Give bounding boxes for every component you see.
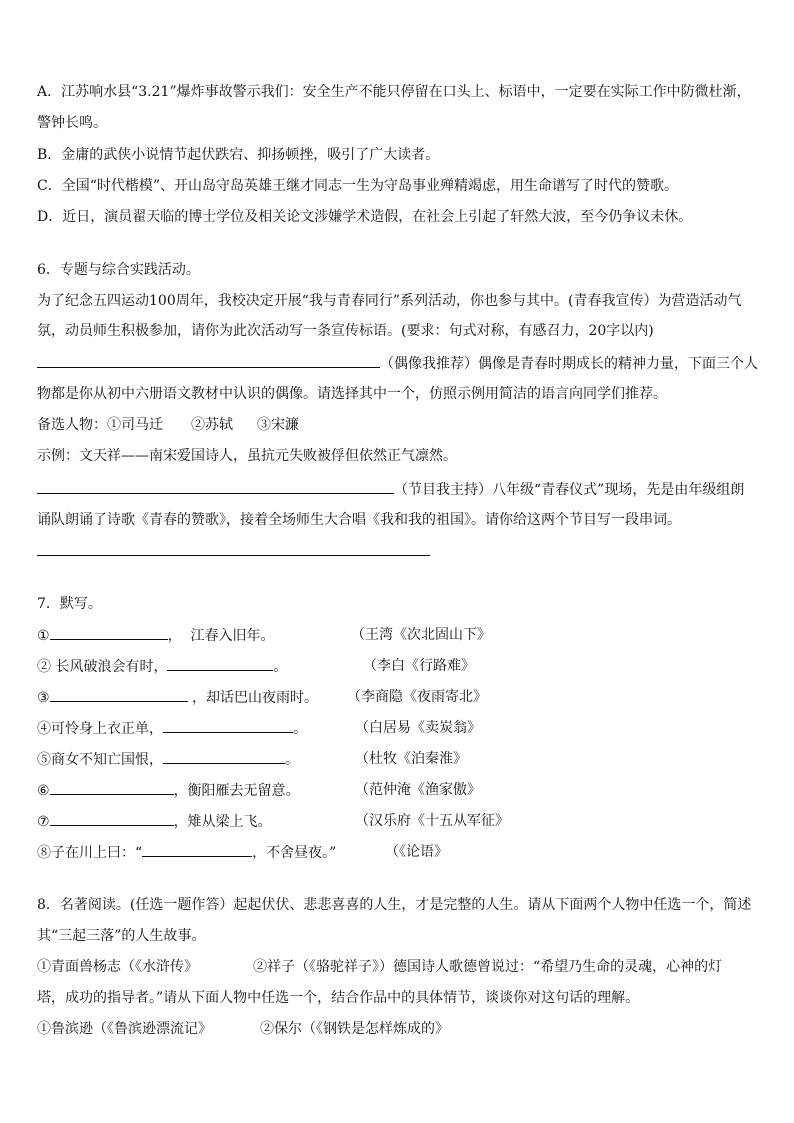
q6-candidates: [37, 415, 299, 435]
q8-line3: [37, 957, 722, 977]
q6-intro-line1: 为了纪念五四运动100周年，我校决定开展“我与青春同行”系列活动，你也参与其中。(青春我宣传）为营造活动气: [37, 293, 742, 309]
recite-item: ⑥ ，衡阳雁去无留意。: [37, 780, 300, 800]
recite-source: （范仲淹《渔家傲》: [355, 782, 481, 798]
q6-answer-line: [37, 541, 430, 561]
q6-example: 示例：文天祥——南宋爱国诗人，虽抗元失败被俘但依然正气凛然。: [37, 448, 457, 464]
q8-line4: 塔，成功的指导者。”请从下面人物中任选一个，结合作品中的具体情节，谈谈你对这句话的理解。: [37, 990, 640, 1006]
option-a-line2: 警钟长鸣。: [37, 115, 107, 131]
q8-line5: [37, 1019, 449, 1039]
q6-intro-line2: 氛，动员师生积极参加，请你为此次活动写一条宣传标语。(要求：句式对称，有感召力，20字以内): [37, 323, 654, 339]
recite-source: （白居易《卖炭翁》: [355, 720, 481, 736]
recite-blank[interactable]: [50, 625, 168, 640]
candidate-1: ①司马迁: [107, 417, 163, 433]
recite-item: ① ， 江春入旧年。: [37, 625, 274, 645]
option-c: C．全国“时代楷模”、开山岛守岛英雄王继才同志一生为守岛事业殚精竭虑，用生命谱写了时代的赞歌。: [37, 178, 679, 194]
recommend-blank[interactable]: [37, 479, 394, 494]
q8-option-xiangzi: ②祥子（《骆驼祥子》）德国诗人歌德曾说过：“希望乃生命的灵魂，心神的灯: [253, 959, 723, 975]
q6-part3-line1: [37, 479, 744, 499]
recite-source: （李商隐《夜雨寄北》: [347, 689, 487, 705]
recite-source: （杜牧《泊秦淮》: [355, 751, 467, 767]
recite-source: （王湾《次北固山下》: [351, 627, 491, 643]
q8-option-paul: ②保尔（《钢铁是怎样炼成的》: [260, 1021, 449, 1037]
recite-blank[interactable]: [50, 780, 174, 795]
recite-item: ⑤商女不知亡国恨， 。: [37, 749, 299, 769]
host-script-blank[interactable]: [37, 541, 430, 556]
recite-source: （李白《行路难》: [363, 658, 475, 674]
q7-heading: 7．默写。: [37, 596, 102, 612]
recite-blank[interactable]: [50, 687, 188, 702]
q8-option-robinson: ①鲁滨逊（《鲁滨逊漂流记》: [37, 1021, 212, 1037]
recite-source: （汉乐府《十五从军征》: [355, 813, 509, 829]
option-d: D．近日，演员翟天临的博士学位及相关论文涉嫌学术造假，在社会上引起了轩然大波，至今仍争议未休。: [37, 209, 693, 225]
q6-heading: 6．专题与综合实践活动。: [37, 262, 200, 278]
recite-item: ④可怜身上衣正单， 。: [37, 718, 307, 738]
slogan-blank[interactable]: [37, 353, 380, 368]
q6-part2-line2: 物都是你从初中六册语文教材中认识的偶像。请选择其中一个，仿照示例用简洁的语言向同学们推荐。: [37, 386, 667, 402]
q6-part3-line2: 诵队朗诵了诗歌《青春的赞歌》，接着全场师生大合唱《我和我的祖国》。请你给这两个节目写一段串词。: [37, 512, 681, 528]
recite-blank[interactable]: [163, 718, 293, 733]
recite-item: ② 长风破浪会有时， 。: [37, 656, 287, 676]
candidate-2: ②苏轼: [191, 417, 233, 433]
candidate-3: ③宋濂: [257, 417, 299, 433]
q8-line2: 其“三起三落”的人生故事。: [37, 928, 206, 944]
recite-blank[interactable]: [167, 656, 273, 671]
q6-part2-line1: [37, 353, 758, 373]
q6-part3-text: （节目我主持）八年级“青春仪式”现场，先是由年级组朗: [394, 482, 745, 498]
option-a-line1: A．江苏响水县“3.21”爆炸事故警示我们：安全生产不能只停留在口头上、标语中，一定要在实际工作中防微杜渐，: [37, 84, 751, 100]
q8-option-yangzhi: ①青面兽杨志（《水浒传》: [37, 959, 198, 975]
q8-line1: 8．名著阅读。(任选一题作答）起起伏伏、悲悲喜喜的人生，才是完整的人生。请从下面两个人物中任选一个，简述: [37, 897, 752, 913]
candidates-label: 备选人物：: [37, 417, 107, 433]
recite-item: ⑦ ，雉从梁上飞。: [37, 811, 272, 831]
recite-blank[interactable]: [50, 811, 174, 826]
recite-blank[interactable]: [142, 842, 252, 857]
option-b: B．金庸的武侠小说情节起伏跌宕、抑扬顿挫，吸引了广大读者。: [37, 147, 440, 163]
recite-source: （《论语》: [385, 844, 448, 860]
q6-part2-text: （偶像我推荐）偶像是青春时期成长的精神力量，下面三个人: [380, 356, 758, 372]
recite-item: ③ ，却话巴山夜雨时。: [37, 687, 318, 707]
recite-item: ⑧子在川上曰：“ ，不舍昼夜。”: [37, 842, 336, 862]
recite-blank[interactable]: [163, 749, 285, 764]
